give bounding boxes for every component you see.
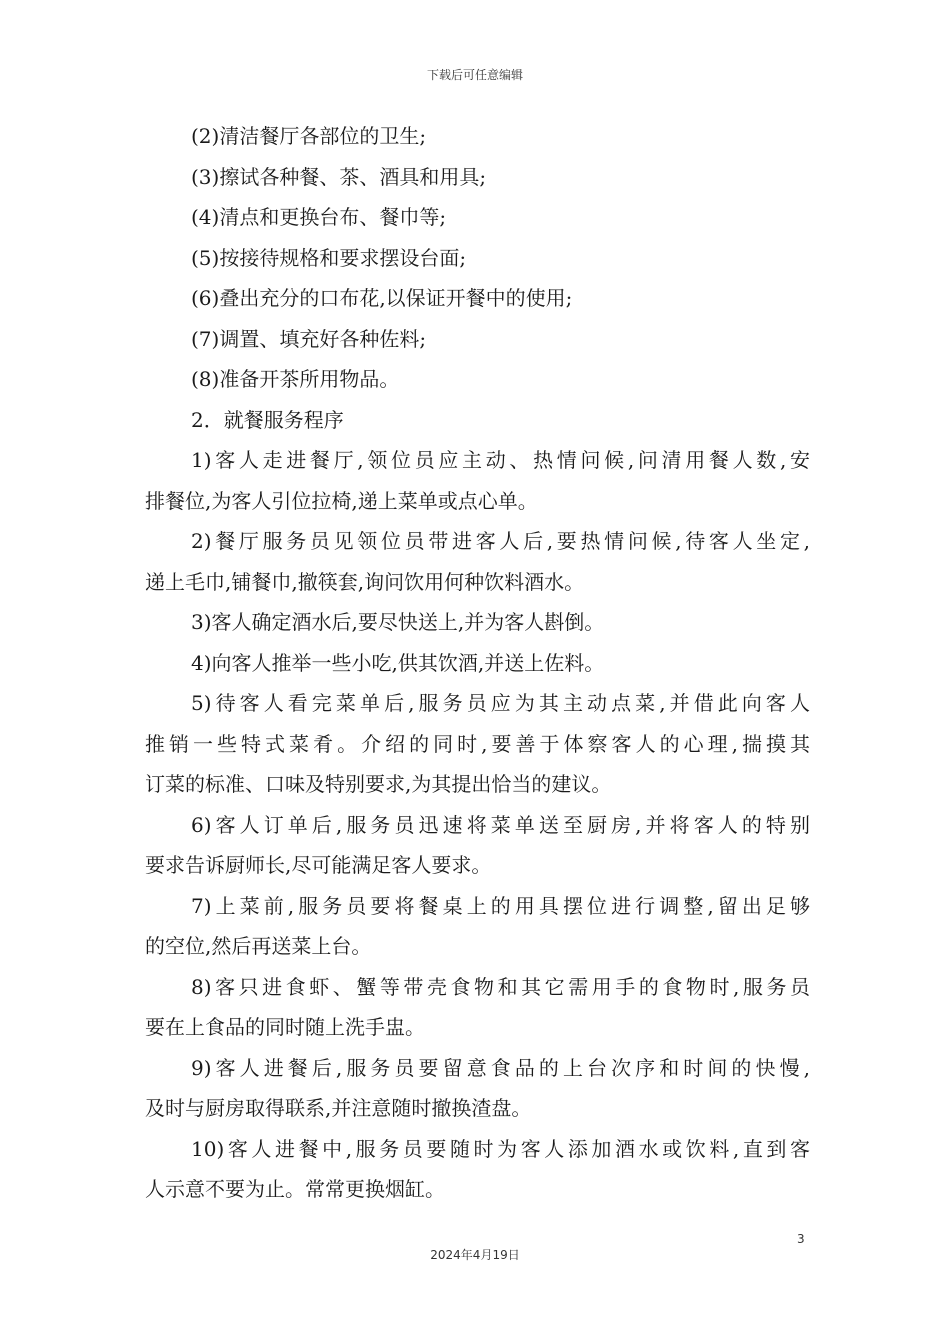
- paragraph-line: 5)待客人看完菜单后,服务员应为其主动点菜,并借此向客人: [191, 691, 810, 715]
- page-header: 下载后可任意编辑: [426, 68, 523, 82]
- footer-date: 2024年4月19日: [430, 1248, 520, 1262]
- paragraph-line: 8)客只进食虾、蟹等带壳食物和其它需用手的食物时,服务员: [191, 974, 810, 999]
- list-item: (6)叠出充分的口布花,以保证开餐中的使用;: [191, 286, 573, 310]
- section-heading: 2．就餐服务程序: [191, 407, 344, 432]
- paragraph-line: 排餐位,为客人引位拉椅,递上菜单或点心单。: [145, 488, 538, 513]
- paragraph-line: 7)上菜前,服务员要将餐桌上的用具摆位进行调整,留出足够: [191, 893, 810, 918]
- paragraph-line: 2)餐厅服务员见领位员带进客人后,要热情问候,待客人坐定,: [191, 529, 810, 553]
- paragraph-line: 推销一些特式菜肴。介绍的同时,要善于体察客人的心理,揣摸其: [145, 731, 810, 756]
- paragraph-line: 要求告诉厨师长,尽可能满足客人要求。: [145, 853, 492, 877]
- list-item: (7)调置、填充好各种佐料;: [191, 326, 427, 351]
- paragraph-line: 人示意不要为止。常常更换烟缸。: [145, 1177, 445, 1201]
- paragraph-line: 10)客人进餐中,服务员要随时为客人添加酒水或饮料,直到客: [191, 1136, 810, 1161]
- list-item: (5)按接待规格和要求摆设台面;: [191, 245, 467, 270]
- paragraph-line: 及时与厨房取得联系,并注意随时撤换渣盘。: [145, 1096, 532, 1120]
- paragraph-line: 要在上食品的同时随上洗手盅。: [145, 1015, 425, 1039]
- document-body: [145, 116, 810, 1210]
- list-item: (8)准备开茶所用物品。: [191, 367, 400, 391]
- list-item: (4)清点和更换台布、餐巾等;: [191, 205, 447, 229]
- paragraph-line: 9)客人进餐后,服务员要留意食品的上台次序和时间的快慢,: [191, 1055, 810, 1080]
- page-number: 3: [797, 1232, 805, 1246]
- paragraph-line: 4)向客人推举一些小吃,供其饮酒,并送上佐料。: [191, 650, 605, 675]
- paragraph-line: 递上毛巾,铺餐巾,撤筷套,询问饮用何种饮料酒水。: [145, 569, 585, 594]
- paragraph-line: 3)客人确定酒水后,要尽快送上,并为客人斟倒。: [191, 610, 605, 634]
- paragraph-line: 6)客人订单后,服务员迅速将菜单送至厨房,并将客人的特别: [191, 812, 810, 837]
- list-item: (3)擦试各种餐、茶、酒具和用具;: [191, 164, 487, 189]
- paragraph-line: 订菜的标准、口味及特别要求,为其提出恰当的建议。: [145, 772, 612, 796]
- list-item: (2)清洁餐厅各部位的卫生;: [191, 124, 427, 148]
- paragraph-line: 1)客人走进餐厅,领位员应主动、热情问候,问清用餐人数,安: [191, 448, 810, 472]
- paragraph-line: 的空位,然后再送菜上台。: [145, 934, 372, 958]
